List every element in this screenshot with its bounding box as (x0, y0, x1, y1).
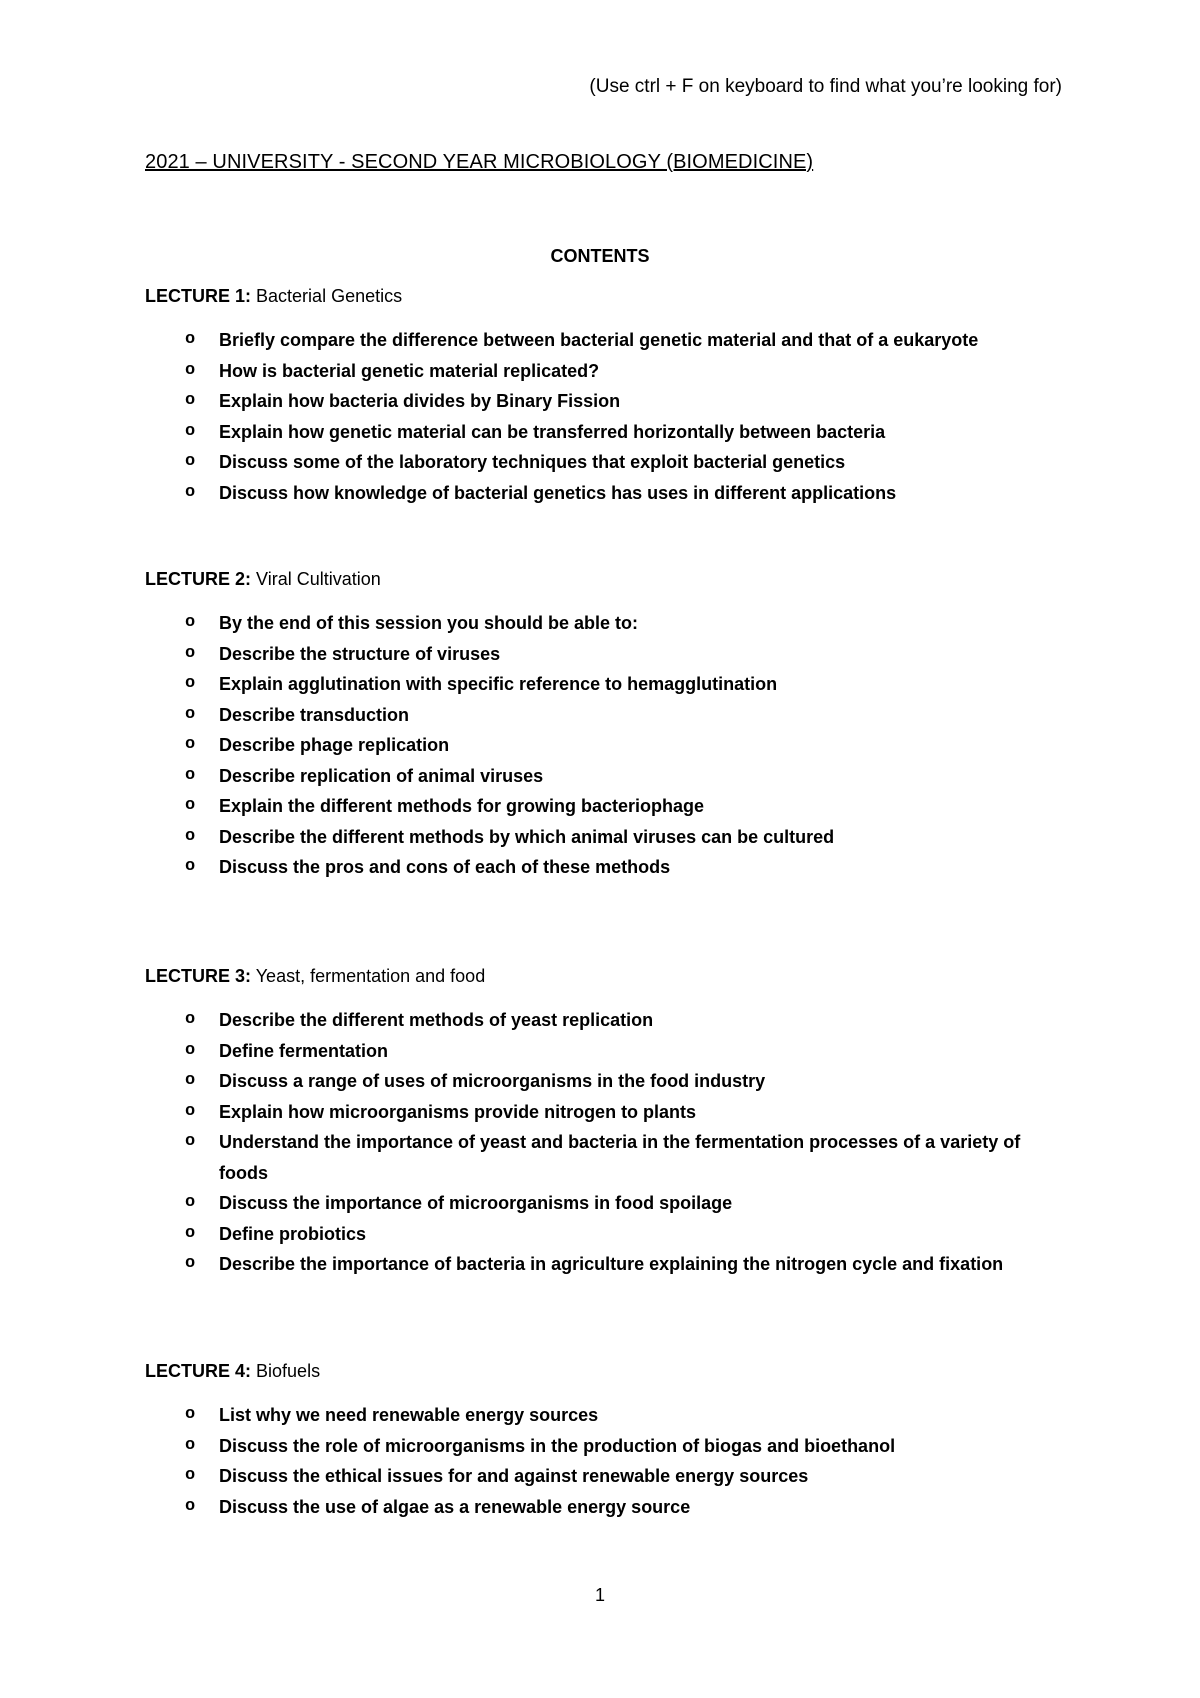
bullet-icon: o (185, 826, 196, 846)
lecture-heading (145, 961, 1065, 991)
objective-text: Discuss how knowledge of bacterial genetics has uses in different applications (219, 482, 897, 503)
objective-item (145, 478, 1065, 509)
objective-item (145, 1127, 1065, 1188)
bullet-icon: o (185, 1132, 196, 1151)
lecture-section-1 (145, 281, 1065, 508)
lecture-topic: Yeast, fermentation and food (255, 966, 486, 986)
objectives-list (145, 608, 1065, 883)
lecture-topic: Biofuels (256, 1361, 321, 1381)
objective-text: Explain how bacteria divides by Binary Fission (219, 391, 621, 411)
objective-text: Explain agglutination with specific reference to hemagglutination (219, 674, 778, 694)
objective-item (145, 669, 1065, 700)
objectives-list (145, 1005, 1065, 1280)
lecture-heading (145, 1356, 1065, 1386)
objective-text: Understand the importance of yeast and bacteria in the fermentation processes of a variety of foods (219, 1132, 1021, 1183)
objective-item (145, 356, 1065, 387)
objective-text: Describe replication of animal viruses (219, 765, 544, 786)
page-number: 1 (594, 1585, 605, 1605)
lecture-label: LECTURE 3: (145, 966, 252, 986)
lecture-topic: Bacterial Genetics (256, 286, 403, 306)
bullet-icon: o (185, 1435, 196, 1455)
objective-text: Describe the importance of bacteria in agriculture explaining the nitrogen cycle and fixation (219, 1254, 1004, 1274)
objective-item (145, 608, 1065, 639)
lecture-section-4 (145, 1356, 1065, 1522)
bullet-icon: o (185, 421, 196, 441)
objective-item (145, 325, 1065, 356)
objective-item (145, 417, 1065, 448)
objective-item (145, 1492, 1065, 1523)
lecture-section-3 (145, 961, 1065, 1280)
objective-item (145, 447, 1065, 478)
objective-text: Discuss the use of algae as a renewable energy source (219, 1496, 691, 1517)
bullet-icon: o (185, 330, 196, 349)
objective-item (145, 1219, 1065, 1250)
objective-item (145, 639, 1065, 670)
objective-item (145, 1188, 1065, 1219)
objective-text: How is bacterial genetic material replicated? (219, 360, 600, 381)
objective-item (145, 791, 1065, 822)
objective-text: Explain the different methods for growing bacteriophage (219, 796, 705, 816)
objective-text: Describe the different methods by which animal viruses can be cultured (219, 826, 835, 847)
lecture-label: LECTURE 4: (145, 1361, 252, 1381)
bullet-icon: o (185, 735, 196, 754)
bullet-icon: o (185, 482, 196, 502)
bullet-icon: o (185, 1040, 196, 1060)
bullet-icon: o (185, 1193, 196, 1212)
bullet-icon: o (185, 1010, 196, 1029)
header-note: (Use ctrl + F on keyboard to find what you’re looking for) (589, 76, 1062, 97)
objective-text: Discuss the role of microorganisms in the production of biogas and bioethanol (219, 1435, 896, 1456)
bullet-icon: o (185, 796, 196, 815)
lecture-section-2 (145, 564, 1065, 883)
bullet-icon: o (185, 1405, 196, 1424)
objective-item (145, 852, 1065, 883)
objective-text: Discuss the pros and cons of each of these methods (219, 857, 671, 877)
objective-item (145, 1066, 1065, 1097)
objective-text: Discuss some of the laboratory techniques that exploit bacterial genetics (219, 452, 846, 472)
lecture-label: LECTURE 1: (145, 286, 252, 306)
objective-item (145, 1097, 1065, 1128)
bullet-icon: o (185, 765, 196, 785)
objective-text: Explain how genetic material can be transferred horizontally between bacteria (219, 421, 886, 442)
objective-text: Describe the structure of viruses (219, 643, 501, 664)
bullet-icon: o (185, 452, 196, 471)
objective-item (145, 761, 1065, 792)
bullet-icon: o (185, 1496, 196, 1516)
bullet-icon: o (185, 1254, 196, 1273)
objective-text: Discuss a range of uses of microorganisms in the food industry (219, 1071, 766, 1091)
objective-item (145, 1005, 1065, 1036)
lecture-topic: Viral Cultivation (256, 569, 381, 589)
objective-text: Briefly compare the difference between bacterial genetic material and that of a eukaryote (219, 330, 979, 350)
objective-text: Define fermentation (219, 1040, 389, 1061)
objectives-list (145, 1400, 1065, 1522)
objective-item (145, 730, 1065, 761)
bullet-icon: o (185, 1101, 196, 1121)
bullet-icon: o (185, 643, 196, 663)
objective-text: Describe transduction (219, 704, 410, 725)
objective-text: List why we need renewable energy sources (219, 1405, 599, 1425)
bullet-icon: o (185, 674, 196, 693)
objective-text: Describe phage replication (219, 735, 450, 755)
objective-item (145, 1461, 1065, 1492)
objective-item (145, 822, 1065, 853)
bullet-icon: o (185, 391, 196, 410)
objective-text: Discuss the importance of microorganisms in food spoilage (219, 1193, 733, 1213)
objective-text: Discuss the ethical issues for and against renewable energy sources (219, 1466, 809, 1486)
objective-item (145, 700, 1065, 731)
objective-item (145, 1249, 1065, 1280)
bullet-icon: o (185, 1466, 196, 1485)
bullet-icon: o (185, 857, 196, 876)
objective-item (145, 1036, 1065, 1067)
lecture-label: LECTURE 2: (145, 569, 252, 589)
document-title: 2021 – UNIVERSITY - SECOND YEAR MICROBIOLOGY (BIOMEDICINE) (145, 151, 814, 173)
bullet-icon: o (185, 704, 196, 724)
objective-text: Describe the different methods of yeast replication (219, 1010, 654, 1030)
objective-item (145, 386, 1065, 417)
objective-item (145, 1400, 1065, 1431)
bullet-icon: o (185, 1071, 196, 1090)
objective-text: By the end of this session you should be able to: (219, 613, 639, 633)
objective-item (145, 1431, 1065, 1462)
bullet-icon: o (185, 613, 196, 632)
lecture-heading (145, 281, 1065, 311)
bullet-icon: o (185, 1223, 196, 1243)
bullet-icon: o (185, 360, 196, 380)
objective-text: Define probiotics (219, 1223, 367, 1244)
lecture-heading (145, 564, 1065, 594)
objective-text: Explain how microorganisms provide nitrogen to plants (219, 1101, 697, 1122)
objectives-list (145, 325, 1065, 508)
contents-heading: CONTENTS (550, 246, 650, 266)
